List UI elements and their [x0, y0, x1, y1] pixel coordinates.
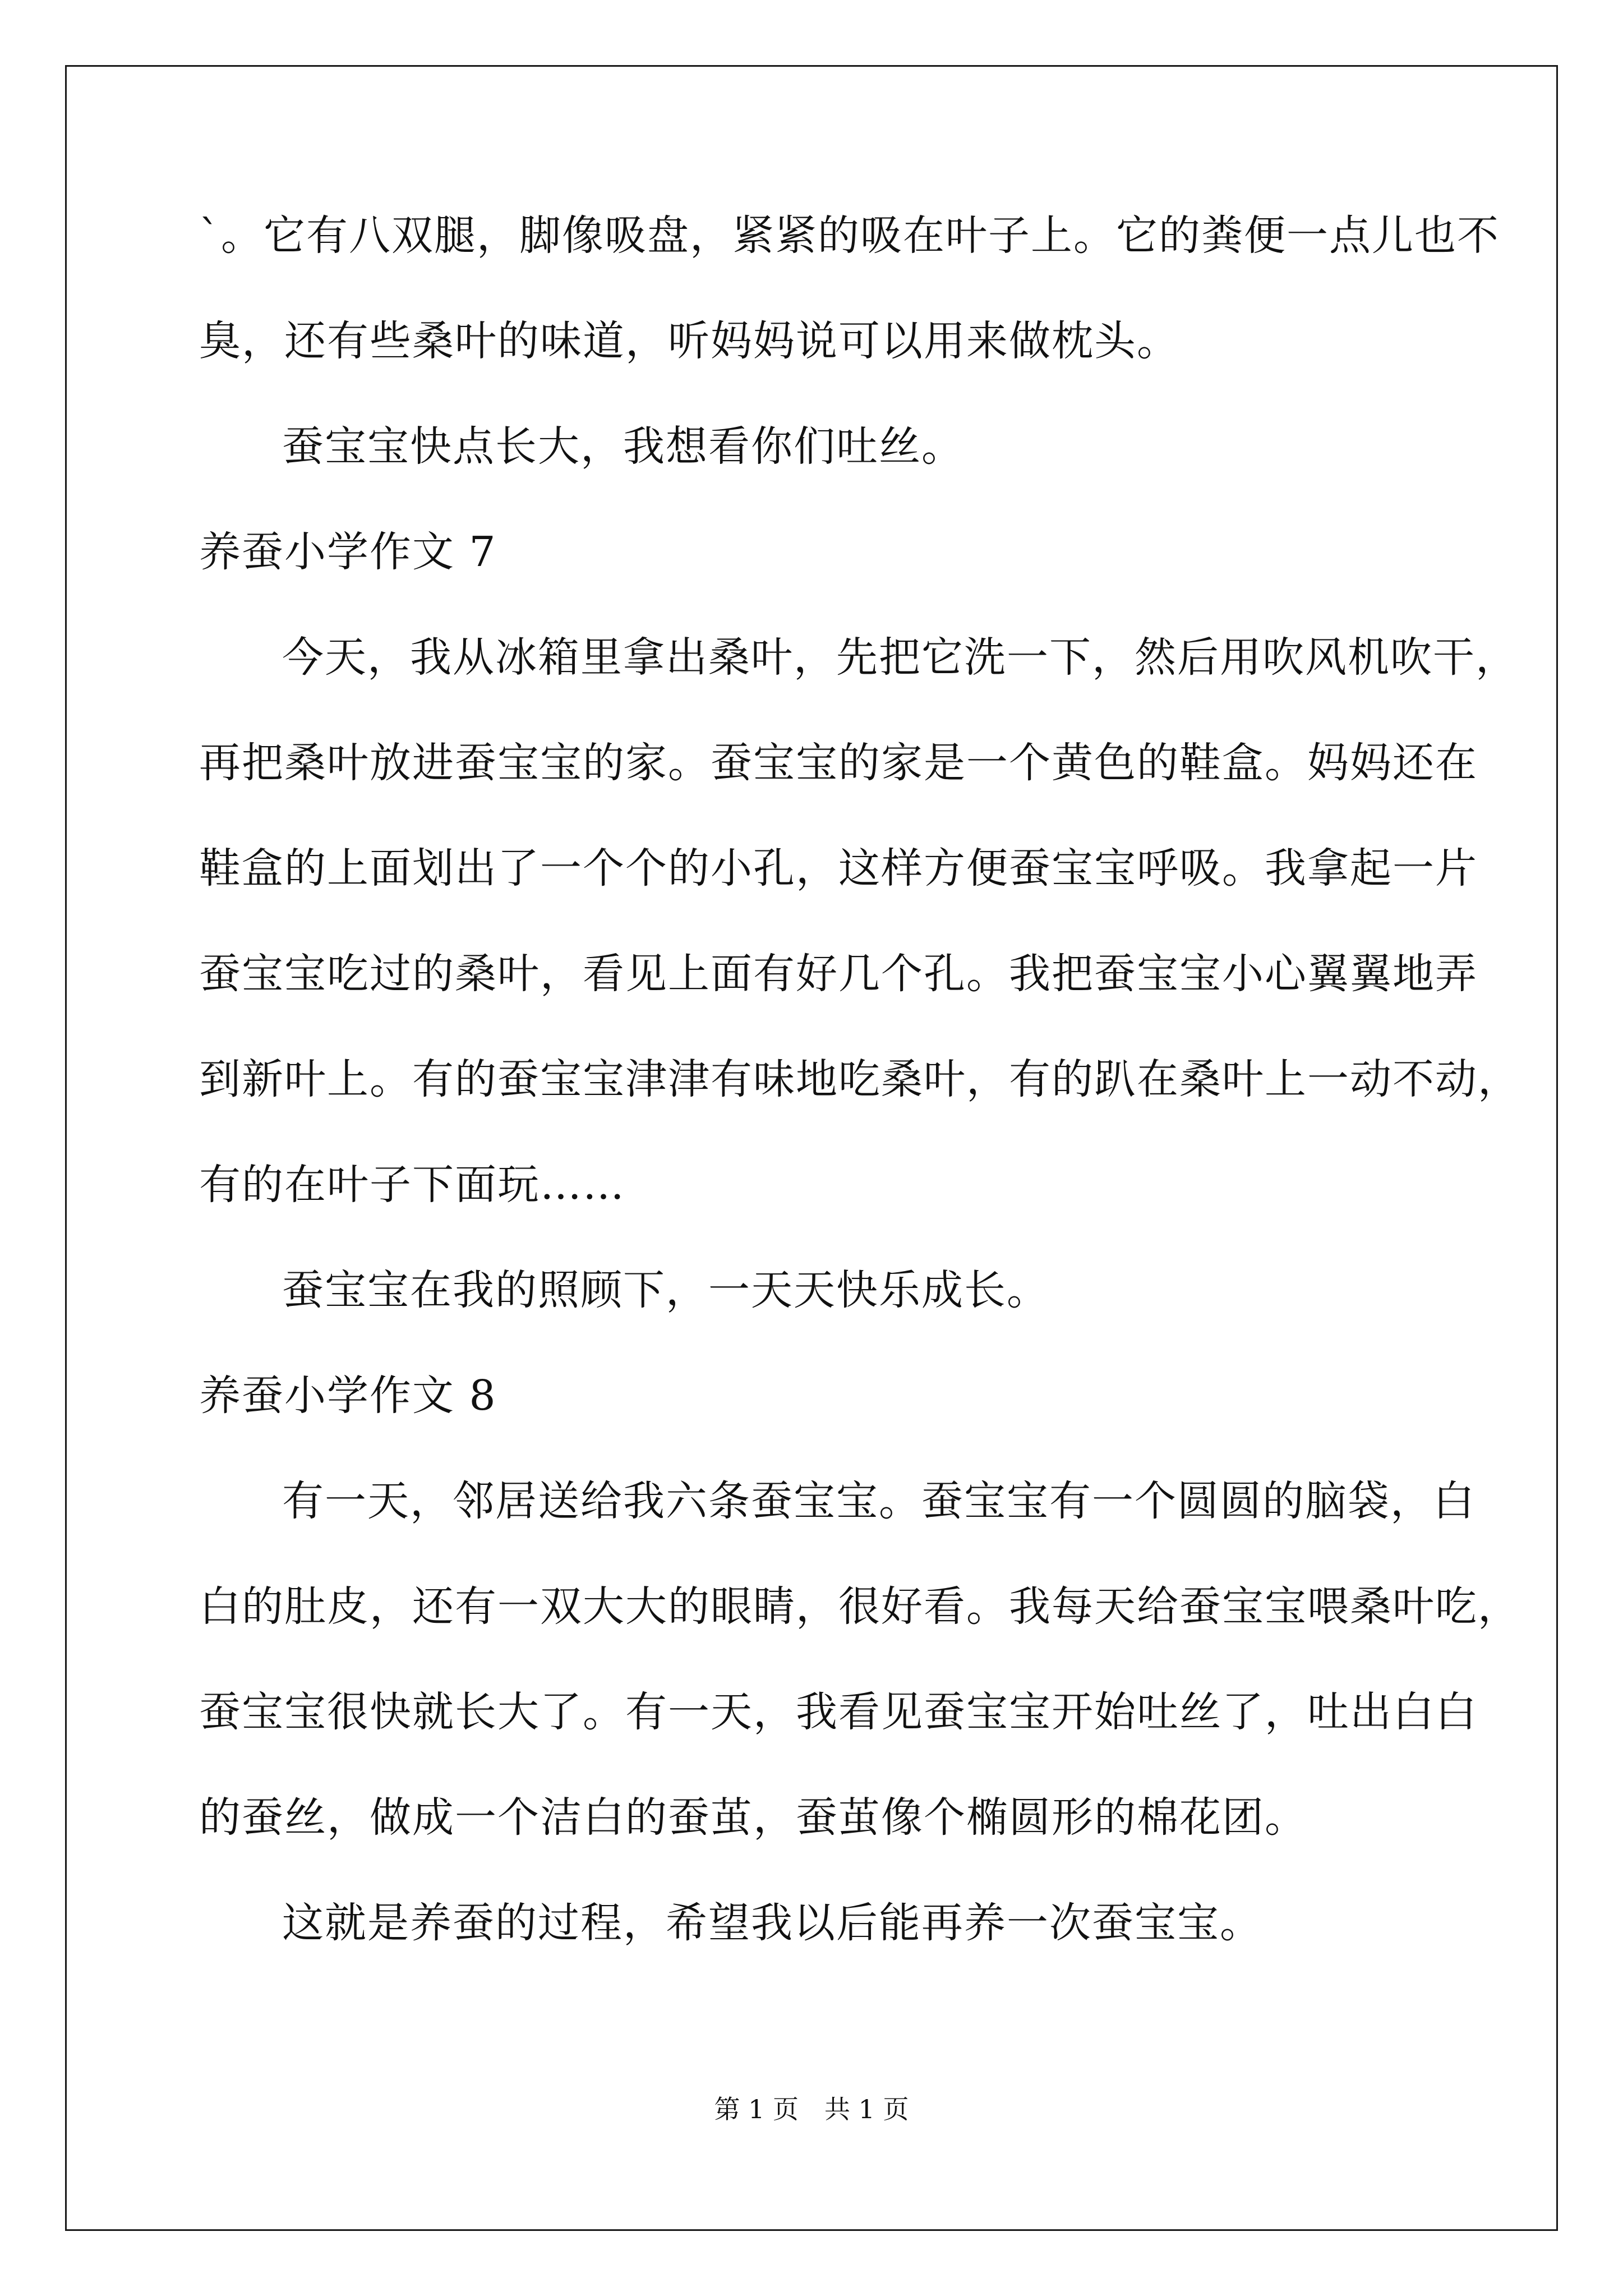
text-line: 蚕宝宝吃过的桑叶，看见上面有好几个孔。我把蚕宝宝小心翼翼地弄: [199, 950, 1478, 998]
text-line: `。它有八双腿，脚像吸盘，紧紧的吸在叶子上。它的粪便一点儿也不: [199, 211, 1500, 260]
text-line: 到新叶上。有的蚕宝宝津津有味地吃桑叶，有的趴在桑叶上一动不动，: [199, 1055, 1520, 1103]
text-line: 今天，我从冰箱里拿出桑叶，先把它洗一下，然后用吹风机吹干，: [282, 633, 1518, 682]
section-heading: 养蚕小学作文 7: [199, 528, 497, 576]
section-heading: 养蚕小学作文 8: [199, 1372, 497, 1420]
page-footer: 第 1 页 共 1 页: [714, 2094, 909, 2124]
text-line: 鞋盒的上面划出了一个个的小孔，这样方便蚕宝宝呼吸。我拿起一片: [199, 844, 1478, 892]
text-line: 臭，还有些桑叶的味道，听妈妈说可以用来做枕头。: [199, 317, 1179, 365]
text-line: 蚕宝宝很快就长大了。有一天，我看见蚕宝宝开始吐丝了，吐出白白: [199, 1688, 1478, 1736]
text-line: 有一天，邻居送给我六条蚕宝宝。蚕宝宝有一个圆圆的脑袋，白: [282, 1477, 1476, 1525]
text-line: 白的肚皮，还有一双大大的眼睛，很好看。我每天给蚕宝宝喂桑叶吃，: [199, 1582, 1520, 1631]
text-line: 的蚕丝，做成一个洁白的蚕茧，蚕茧像个椭圆形的棉花团。: [199, 1793, 1307, 1842]
text-line: 蚕宝宝在我的照顾下，一天天快乐成长。: [282, 1266, 1049, 1314]
text-line: 蚕宝宝快点长大，我想看你们吐丝。: [282, 422, 964, 471]
text-line: 有的在叶子下面玩……: [199, 1161, 625, 1209]
text-line: 再把桑叶放进蚕宝宝的家。蚕宝宝的家是一个黄色的鞋盒。妈妈还在: [199, 739, 1478, 787]
text-line: 这就是养蚕的过程，希望我以后能再养一次蚕宝宝。: [282, 1899, 1262, 1947]
